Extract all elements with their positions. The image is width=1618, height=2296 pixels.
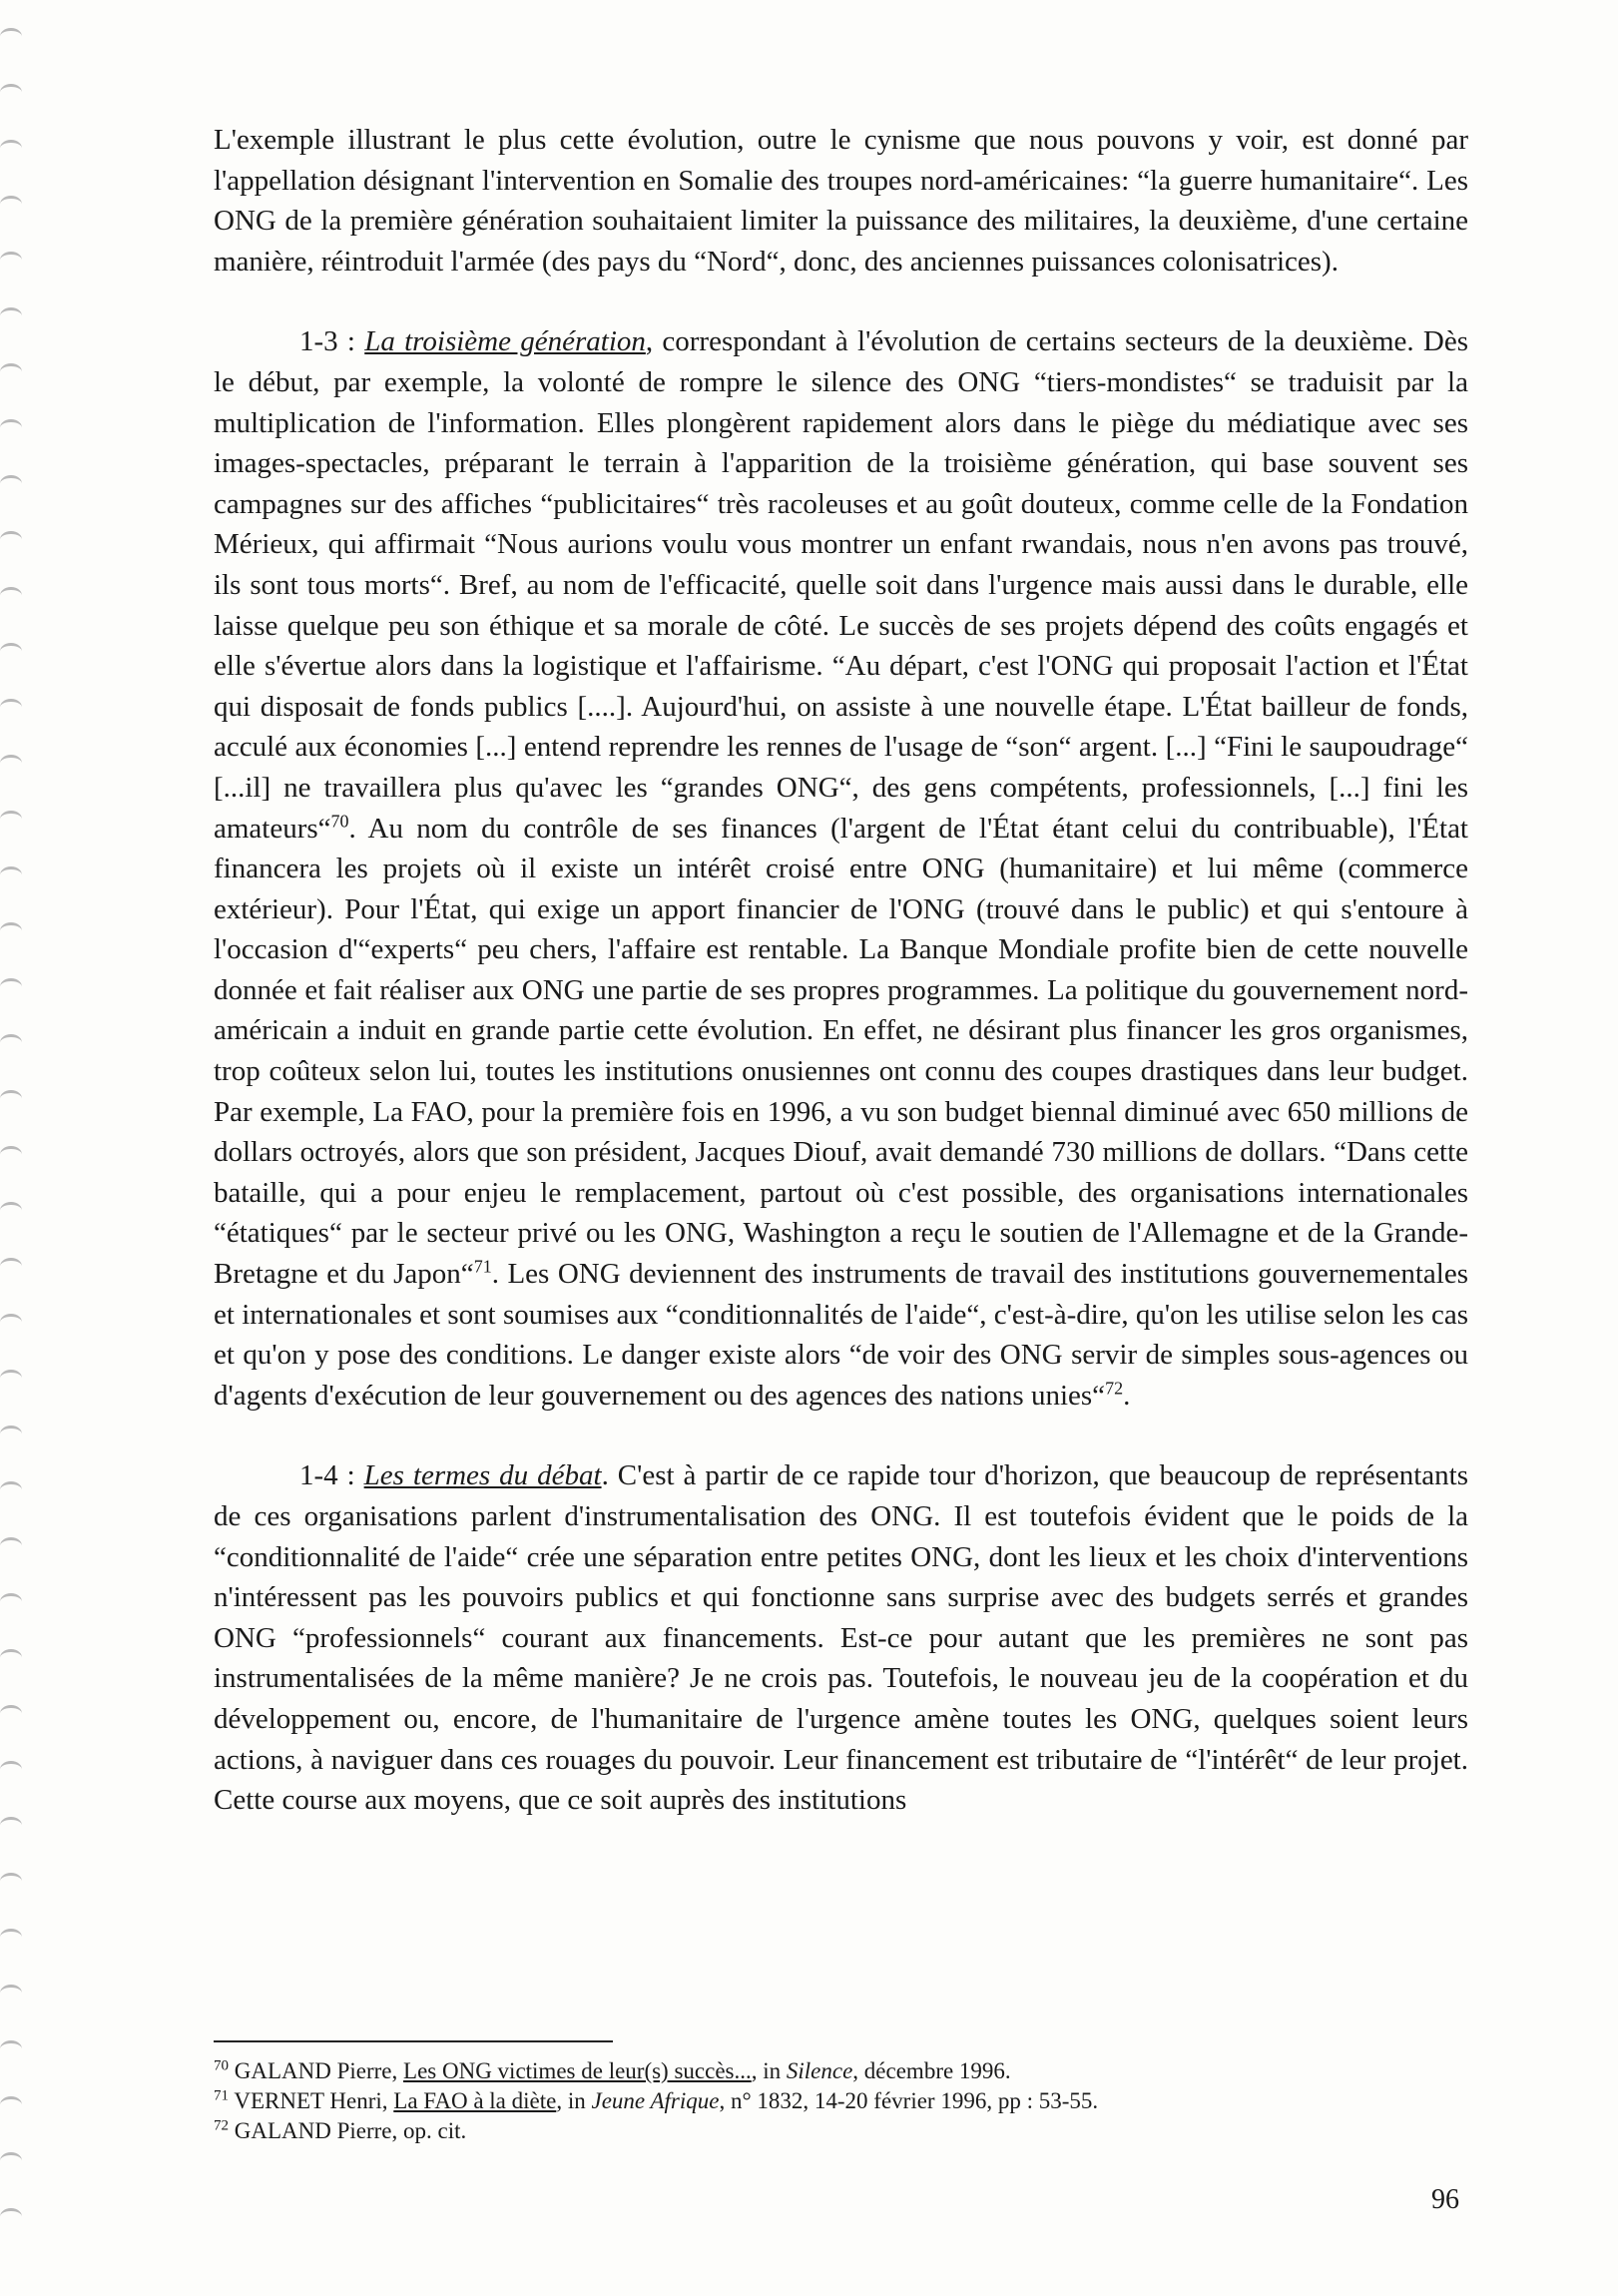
paragraph-intro: L'exemple illustrant le plus cette évolution, outre le cynisme que nous pouvons y voir, est donné par l'appellation désignant l'intervention en Somalie des troupes nord-américaines: “la guerre humanitaire“. Les ONG de la première génération souhaitaient limiter la puissance des militaires, la deuxième, d'une certaine manière, réintroduit l'armée (des pays du “Nord“, donc, des anciennes puissances colonisatrices). — [214, 124, 1468, 278]
page-number: 96 — [1431, 2184, 1459, 2215]
footnote-divider — [214, 2040, 613, 2042]
section-heading-1-3: La troisième génération — [364, 325, 646, 358]
footnote-ref-71: 71 — [473, 1256, 492, 1277]
page-body — [214, 120, 1468, 1821]
paragraph-section-1-3: 1-3 : La troisième génération, correspondant à l'évolution de certains secteurs de la deuxième. Dès le début, par exemple, la volonté de rompre le silence des ONG “tiers-mondistes“ se traduisit par la multiplication de l'information. Elles plongèrent rapidement alors dans le piège du médiatique avec ses images-spectacles, préparant le terrain à l'apparition de la troisième génération, qui base souvent ses campagnes sur des affiches “publicitaires“ très racoleuses et au goût douteux, comme celle de la Fondation Mérieux, qui affirmait “Nous aurions voulu vous montrer un enfant rwandais, nous n'en avons pas trouvé, ils sont tous morts“. Bref, au nom de l'efficacité, quelle soit dans l'urgence mais aussi dans le durable, elle laisse quelque peu son éthique et sa morale de côté. Le succès de ses projets dépend des coûts engagés et elle s'évertue alors dans la logistique et l'affairisme. “Au départ, c'est l'ONG qui proposait l'action et l'État qui disposait de fonds publics [....]. Aujourd'hui, on assiste à une nouvelle étape. L'État bailleur de fonds, acculé aux économies [...] entend reprendre les rennes de l'usage de “son“ argent. [...] “Fini le saupoudrage“ [...il] ne travaillera plus qu'avec les “grandes ONG“, des gens compétents, professionnels, [...] fini les amateurs“$^{70}$. Au nom du contrôle de ses finances (l'argent de l'État étant celui du contribuable), l'État financera les projets où il existe un intérêt croisé entre ONG (humanitaire) et lui même (commerce extérieur). Pour l'État, qui exige un apport financier de l'ONG (trouvé dans le public) et qui s'entoure à l'occasion d'“experts“ peu chers, l'affaire est rentable. La Banque Mondiale profite bien de cette nouvelle donnée et fait réaliser aux ONG une partie de ses propres programmes. La politique du gouvernement nord-américain a induit en grande partie cette évolution. En effet, ne désirant plus financer les gros organismes, trop coûteux selon lui, toutes les institutions onusiennes ont connu des coupes drastiques dans leur budget. Par exemple, La FAO, pour la première fois en 1996, a vu son budget biennal diminué avec 650 millions de dollars octroyés, alors que son président, Jacques Diouf, avait demandé 730 millions de dollars. “Dans cette bataille, qui a pour enjeu le remplacement, partout où c'est possible, des organisations internationales “étatiques“ par le secteur privé ou les ONG, Washington a reçu le soutien de l'Allemagne et de la Grande-Bretagne et du Japon“$^{71}$. Les ONG deviennent des instruments de travail des institutions gouvernementales et internationales et sont soumises aux “conditionnalités de l'aide“, c'est-à-dire, qu'on les utilise selon les cas et qu'on y pose des conditions. Le danger existe alors “de voir des ONG servir de simples sous-agences ou d'agents d'exécution de leur gouvernement ou des agences des nations unies“$^{72}$. — [214, 325, 1468, 1412]
paragraph-section-1-4: 1-4 : Les termes du débat. C'est à partir de ce rapide tour d'horizon, que beaucoup de représentants de ces organisations parlent d'instrumentalisation des ONG. Il est toutefois évident que le poids de la “conditionnalité de l'aide“ crée une séparation entre petites ONG, dont les lieux et les choix d'interventions n'intéressent pas les pouvoirs publics et qui fonctionne sans surprise avec des budgets serrés et grandes ONG “professionnels“ courant aux financements. Est-ce pour autant que les premières ne sont pas instrumentalisées de la même manière? Je ne crois pas. Toutefois, le nouveau jeu de la coopération et du développement ou, encore, de l'humanitaire de l'urgence amène toutes les ONG, quelques soient leurs actions, à naviguer dans ces rouages du pouvoir. Leur financement est tributaire de “l'intérêt“ de leur projet. Cette course aux moyens, que ce soit auprès des institutions — [214, 1459, 1468, 1817]
footnote-70: $^{70}$ GALAND Pierre, Les ONG victimes de leur(s) succès..., in Silence, décembre 1996. — [214, 2057, 1011, 2083]
footnote-72: $^{72}$ GALAND Pierre, op. cit. — [214, 2117, 467, 2143]
binding-rings — [0, 0, 40, 2296]
section-heading-1-4: Les termes du débat — [363, 1459, 602, 1492]
footnote-71: $^{71}$ VERNET Henri, La FAO à la diète, in Jeune Afrique, n° 1832, 14-20 février 1996, pp : 53-55. — [214, 2087, 1099, 2113]
footnotes — [214, 2056, 1468, 2146]
footnote-ref-70: 70 — [330, 810, 349, 831]
footnote-ref-72: 72 — [1105, 1378, 1124, 1399]
